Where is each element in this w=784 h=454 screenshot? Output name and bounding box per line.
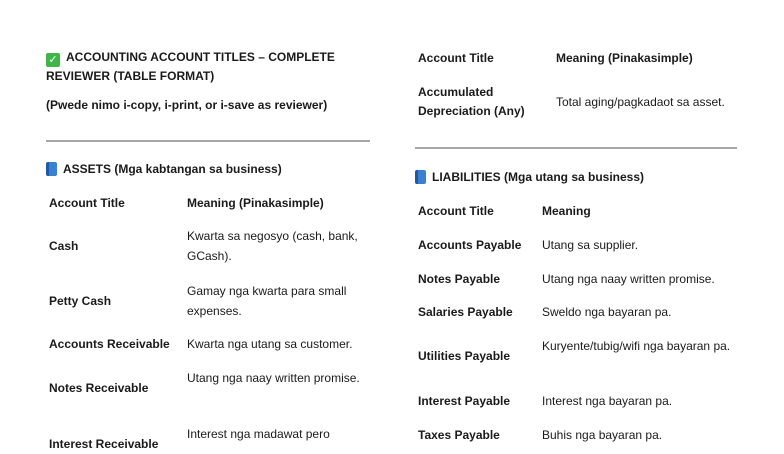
column-header-meaning: Meaning (Pinakasimple): [187, 196, 324, 210]
account-title-cell: Interest Receivable: [49, 437, 159, 451]
account-title-cell: Petty Cash: [49, 294, 112, 308]
meaning-cell: Utang sa supplier.: [542, 238, 639, 252]
column-header-meaning: Meaning: [542, 204, 591, 218]
meaning-cell: Kwarta nga utang sa customer.: [187, 337, 353, 351]
assets-heading: [46, 162, 282, 176]
meaning-cell: Interest nga madawat pero: [187, 427, 330, 441]
document-title: [46, 48, 370, 86]
column-header-account-title: Account Title: [418, 204, 494, 218]
section-divider: [46, 140, 370, 142]
meaning-cell: Gamay nga kwarta para small expenses.: [187, 284, 347, 318]
meaning-cell: Kwarta sa negosyo (cash, bank, GCash).: [187, 229, 358, 263]
column-header-account-title: Account Title: [418, 51, 494, 65]
meaning-cell: Sweldo nga bayaran pa.: [542, 305, 672, 319]
book-icon: [415, 170, 426, 184]
account-title-cell: Accumulated Depreciation (Any): [418, 85, 525, 118]
account-title-cell: Taxes Payable: [418, 428, 500, 442]
liabilities-heading: [415, 170, 644, 184]
section-divider: [415, 147, 737, 149]
meaning-cell: Interest nga bayaran pa.: [542, 394, 673, 408]
document-title-text: ACCOUNTING ACCOUNT TITLES – COMPLETE REVIEWER (TABLE FORMAT): [46, 50, 335, 83]
assets-heading-text: ASSETS (Mga kabtangan sa business): [63, 162, 282, 176]
meaning-cell: Utang nga naay written promise.: [187, 371, 360, 385]
account-title-cell: Accounts Receivable: [49, 337, 170, 351]
account-title-cell: Utilities Payable: [418, 349, 511, 363]
account-title-cell: Salaries Payable: [418, 305, 513, 319]
column-header-account-title: Account Title: [49, 196, 125, 210]
check-mark-icon: ✓: [46, 53, 60, 67]
document-subtitle: (Pwede nimo i-copy, i-print, or i-save as reviewer): [46, 98, 328, 112]
book-icon: [46, 162, 57, 176]
liabilities-heading-text: LIABILITIES (Mga utang sa business): [432, 170, 645, 184]
account-title-cell: Notes Receivable: [49, 381, 149, 395]
meaning-cell: Buhis nga bayaran pa.: [542, 428, 663, 442]
account-title-cell: Notes Payable: [418, 272, 501, 286]
meaning-cell: Total aging/pagkadaot sa asset.: [556, 95, 725, 109]
meaning-cell: Kuryente/tubig/wifi nga bayaran pa.: [542, 339, 731, 353]
account-title-cell: Cash: [49, 239, 79, 253]
column-header-meaning: Meaning (Pinakasimple): [556, 51, 693, 65]
meaning-cell: Utang nga naay written promise.: [542, 272, 715, 286]
account-title-cell: Interest Payable: [418, 394, 511, 408]
account-title-cell: Accounts Payable: [418, 238, 522, 252]
